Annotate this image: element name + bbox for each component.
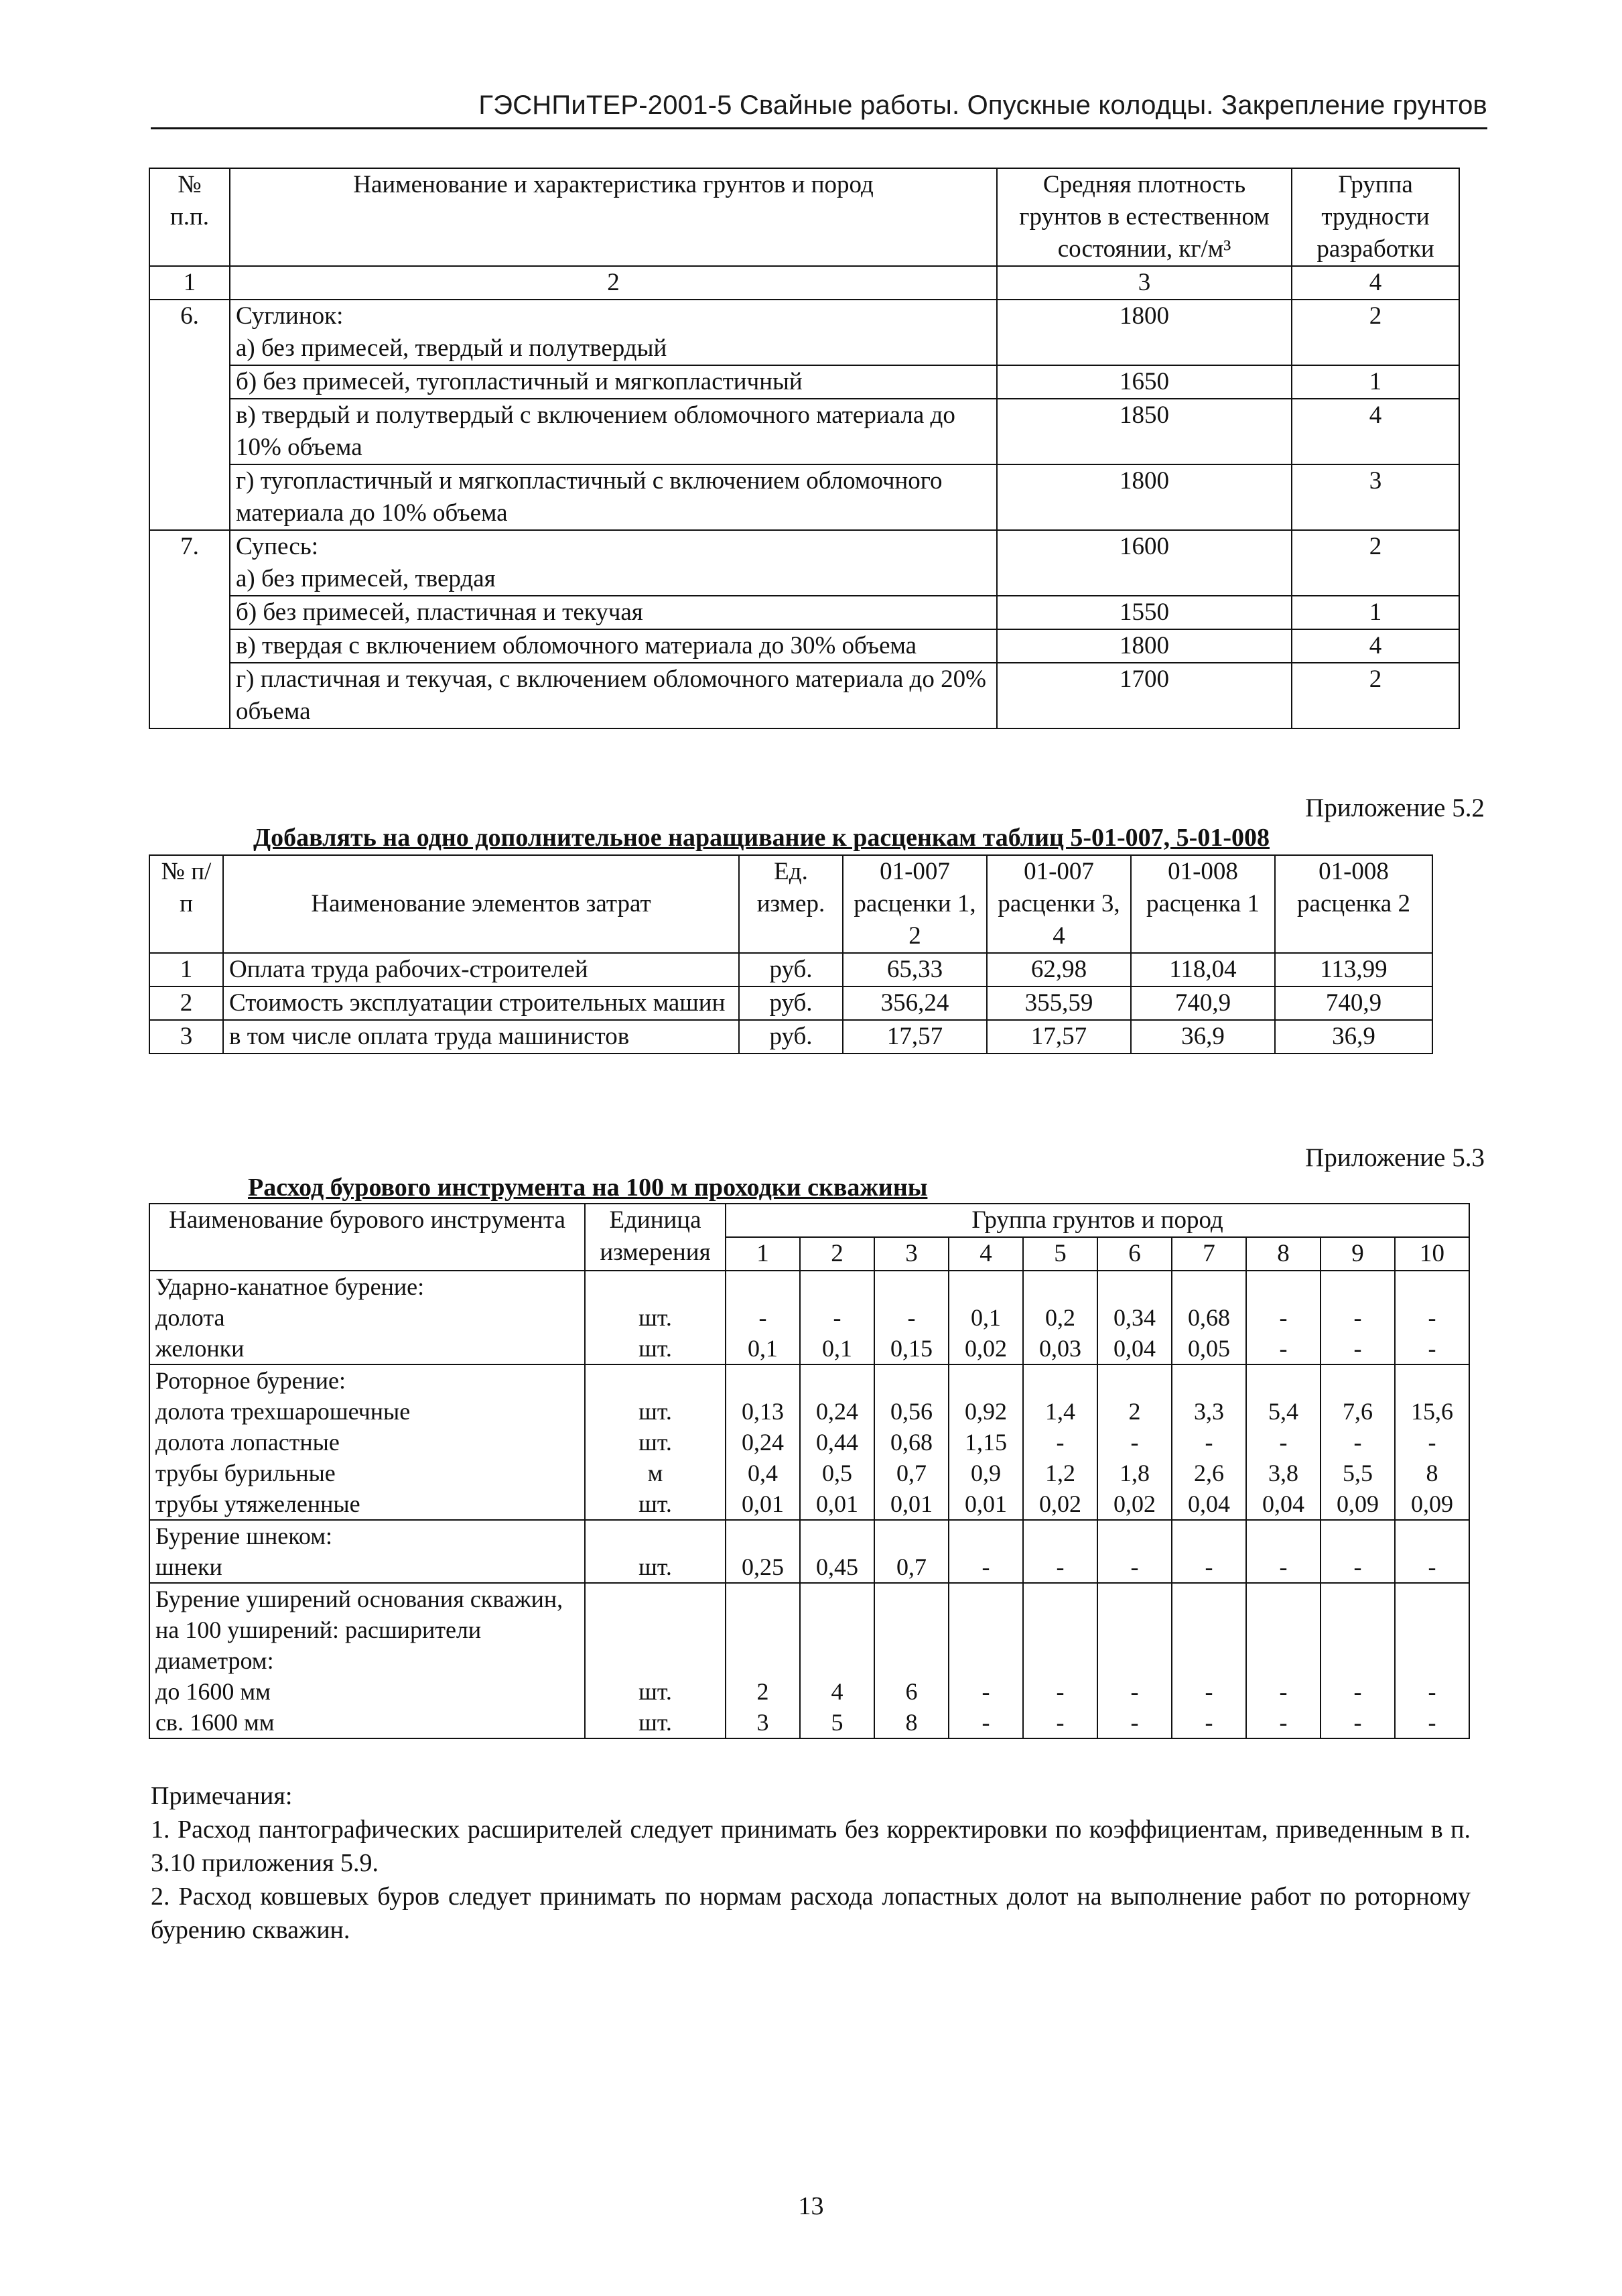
row-value: 0,7 <box>874 1551 949 1583</box>
row-value: - <box>949 1551 1023 1583</box>
row-value: 1,4 <box>1023 1396 1097 1427</box>
row-value: 2 <box>726 1676 800 1707</box>
group-number: 10 <box>1395 1237 1469 1271</box>
row-value: - <box>1321 1551 1395 1583</box>
group-number: 5 <box>1023 1237 1097 1271</box>
row-number <box>149 464 230 530</box>
empty-cell <box>1395 1271 1469 1302</box>
row-value: 8 <box>874 1707 949 1738</box>
row-name: в том числе оплата труда машинистов <box>223 1020 739 1054</box>
row-number <box>149 663 230 728</box>
row-value: 36,9 <box>1275 1020 1432 1054</box>
row-value: 17,57 <box>987 1020 1131 1054</box>
row-value: - <box>1246 1551 1321 1583</box>
col-header-num: № п/п <box>149 855 223 953</box>
row-name: трубы бурильные <box>149 1458 585 1488</box>
row-name: г) пластичная и текучая, с включением обломочного материала до 20% объема <box>230 663 997 728</box>
table-row <box>149 1302 1469 1333</box>
row-value: - <box>949 1707 1023 1738</box>
header-rule <box>151 127 1487 129</box>
row-value: 65,33 <box>843 953 987 986</box>
group-number: 1 <box>726 1237 800 1271</box>
col-header-name: Наименование элементов затрат <box>223 855 739 953</box>
col-header-name: Наименование и характеристика грунтов и пород <box>230 168 997 266</box>
row-value: 0,44 <box>800 1427 874 1458</box>
row-name: св. 1600 мм <box>149 1707 585 1738</box>
row-value: 0,05 <box>1172 1333 1246 1364</box>
col-header-density: Средняя плотность грунтов в естественном состоянии, кг/м³ <box>997 168 1292 266</box>
row-value: 0,68 <box>1172 1302 1246 1333</box>
row-value: 0,1 <box>800 1333 874 1364</box>
empty-cell <box>1023 1271 1097 1302</box>
row-name: Суглинок: <box>230 300 997 332</box>
group-number: 7 <box>1172 1237 1246 1271</box>
row-value: 0,1 <box>949 1302 1023 1333</box>
row-value: 0,09 <box>1395 1488 1469 1520</box>
row-name: трубы утяжеленные <box>149 1488 585 1520</box>
group-number: 9 <box>1321 1237 1395 1271</box>
empty-cell <box>800 1520 874 1551</box>
row-group: 2 <box>1292 300 1459 332</box>
empty-cell <box>1246 1520 1321 1551</box>
row-value: - <box>1023 1707 1097 1738</box>
row-value: 1,8 <box>1097 1458 1172 1488</box>
row-number: 1 <box>149 953 223 986</box>
empty-cell <box>585 1364 726 1396</box>
row-value: 5 <box>800 1707 874 1738</box>
empty-cell <box>949 1364 1023 1396</box>
table-row <box>149 399 1459 464</box>
row-value: 0,03 <box>1023 1333 1097 1364</box>
row-value: - <box>1395 1427 1469 1458</box>
table-row <box>149 332 1459 365</box>
row-value: - <box>1321 1333 1395 1364</box>
row-value: - <box>1395 1302 1469 1333</box>
row-value: - <box>949 1676 1023 1707</box>
row-value: 0,45 <box>800 1551 874 1583</box>
row-group: 4 <box>1292 399 1459 464</box>
row-group: 4 <box>1292 629 1459 663</box>
table-row <box>149 1551 1469 1583</box>
empty-cell <box>1172 1364 1246 1396</box>
row-value: 0,34 <box>1097 1302 1172 1333</box>
row-value: - <box>1246 1676 1321 1707</box>
row-name: Стоимость эксплуатации строительных машин <box>223 986 739 1020</box>
row-value: 0,2 <box>1023 1302 1097 1333</box>
row-value: 0,15 <box>874 1333 949 1364</box>
table-row <box>149 563 1459 596</box>
row-unit: шт. <box>585 1302 726 1333</box>
empty-cell <box>1023 1520 1097 1551</box>
empty-cell <box>800 1364 874 1396</box>
row-value: - <box>1321 1676 1395 1707</box>
empty-cell <box>1097 1364 1172 1396</box>
table-row <box>149 1458 1469 1488</box>
row-value: 0,24 <box>726 1427 800 1458</box>
row-value: 0,09 <box>1321 1488 1395 1520</box>
row-unit: руб. <box>739 986 843 1020</box>
empty-cell <box>1246 1583 1321 1676</box>
row-value: - <box>1246 1707 1321 1738</box>
row-group: 2 <box>1292 530 1459 563</box>
row-value: - <box>1097 1427 1172 1458</box>
table-row <box>149 1707 1469 1738</box>
row-value: 0,01 <box>949 1488 1023 1520</box>
row-value: 1,2 <box>1023 1458 1097 1488</box>
table-row <box>149 629 1459 663</box>
row-value: 0,92 <box>949 1396 1023 1427</box>
row-value: 0,04 <box>1246 1488 1321 1520</box>
soil-table-body <box>149 300 1459 728</box>
section-row <box>149 1520 1469 1551</box>
row-value: 355,59 <box>987 986 1131 1020</box>
row-value: 740,9 <box>1131 986 1275 1020</box>
empty-cell <box>726 1364 800 1396</box>
empty-cell <box>1023 1583 1097 1676</box>
row-value: 0,25 <box>726 1551 800 1583</box>
row-value: - <box>1172 1707 1246 1738</box>
empty-cell <box>585 1520 726 1551</box>
row-value: 0,01 <box>726 1488 800 1520</box>
section-title: Бурение уширений основания скважин, на 100 уширений: расширители диаметром: <box>149 1583 585 1676</box>
row-value: 1,15 <box>949 1427 1023 1458</box>
row-value: 0,56 <box>874 1396 949 1427</box>
table-row <box>149 1676 1469 1707</box>
row-value: - <box>1246 1302 1321 1333</box>
row-density: 1800 <box>997 464 1292 530</box>
empty-cell <box>1097 1271 1172 1302</box>
drilling-table-body <box>149 1271 1469 1738</box>
row-value: 8 <box>1395 1458 1469 1488</box>
col-number: 4 <box>1292 266 1459 300</box>
row-value: 0,01 <box>874 1488 949 1520</box>
row-value: 740,9 <box>1275 986 1432 1020</box>
row-unit: шт. <box>585 1676 726 1707</box>
row-value: - <box>1097 1676 1172 1707</box>
table-row <box>149 1333 1469 1364</box>
row-name: до 1600 мм <box>149 1676 585 1707</box>
section-title: Бурение шнеком: <box>149 1520 585 1551</box>
empty-cell <box>874 1271 949 1302</box>
row-value: 0,04 <box>1097 1333 1172 1364</box>
col-header-num: № п.п. <box>149 168 230 266</box>
row-density: 1850 <box>997 399 1292 464</box>
row-value: - <box>1097 1707 1172 1738</box>
col-header-group: Группа трудности разработки <box>1292 168 1459 266</box>
row-value: 0,9 <box>949 1458 1023 1488</box>
row-name: в) твердый и полутвердый с включением обломочного материала до 10% объема <box>230 399 997 464</box>
row-unit: шт. <box>585 1707 726 1738</box>
empty-cell <box>874 1364 949 1396</box>
row-name: желонки <box>149 1333 585 1364</box>
row-number <box>149 399 230 464</box>
row-number <box>149 332 230 365</box>
table-row <box>149 1020 1432 1054</box>
empty-cell <box>1395 1583 1469 1676</box>
extension-cost-table <box>149 854 1433 1054</box>
row-value: - <box>1172 1676 1246 1707</box>
row-number: 7. <box>149 530 230 563</box>
row-value: 2 <box>1097 1396 1172 1427</box>
row-group: 2 <box>1292 663 1459 728</box>
row-value: 0,68 <box>874 1427 949 1458</box>
empty-cell <box>949 1271 1023 1302</box>
row-group <box>1292 332 1459 365</box>
empty-cell <box>800 1583 874 1676</box>
row-value: 0,02 <box>1097 1488 1172 1520</box>
row-density: 1800 <box>997 300 1292 332</box>
row-value: - <box>726 1302 800 1333</box>
empty-cell <box>949 1583 1023 1676</box>
empty-cell <box>1172 1583 1246 1676</box>
empty-cell <box>1097 1583 1172 1676</box>
row-value: - <box>1321 1302 1395 1333</box>
col-header-rate: 01-007 расценки 3, 4 <box>987 855 1131 953</box>
table-row <box>149 464 1459 530</box>
soil-density-table <box>149 168 1460 729</box>
running-header: ГЭСНПиТЕР-2001-5 Свайные работы. Опускные колодцы. Закрепление грунтов <box>478 90 1487 120</box>
table-row <box>149 1488 1469 1520</box>
row-value: 0,7 <box>874 1458 949 1488</box>
empty-cell <box>726 1520 800 1551</box>
row-name: шнеки <box>149 1551 585 1583</box>
row-number: 6. <box>149 300 230 332</box>
table-row <box>149 1396 1469 1427</box>
row-name: а) без примесей, твердая <box>230 563 997 596</box>
empty-cell <box>1172 1271 1246 1302</box>
row-value: 0,04 <box>1172 1488 1246 1520</box>
row-name: в) твердая с включением обломочного материала до 30% объема <box>230 629 997 663</box>
row-value: 17,57 <box>843 1020 987 1054</box>
empty-cell <box>874 1583 949 1676</box>
section-title: Роторное бурение: <box>149 1364 585 1396</box>
row-name: б) без примесей, тугопластичный и мягкопластичный <box>230 365 997 399</box>
row-density: 1550 <box>997 596 1292 629</box>
row-unit: шт. <box>585 1488 726 1520</box>
row-name: Оплата труда рабочих-строителей <box>223 953 739 986</box>
row-number: 2 <box>149 986 223 1020</box>
row-unit: шт. <box>585 1396 726 1427</box>
empty-cell <box>949 1520 1023 1551</box>
empty-cell <box>1321 1364 1395 1396</box>
row-value: - <box>1023 1676 1097 1707</box>
section-title: Ударно-канатное бурение: <box>149 1271 585 1302</box>
row-value: 3,3 <box>1172 1396 1246 1427</box>
note-item: 2. Расход ковшевых буров следует принимать по нормам расхода лопастных долот на выполнение работ по роторному бурению скважин. <box>151 1883 1471 1944</box>
table-row <box>149 365 1459 399</box>
group-number: 4 <box>949 1237 1023 1271</box>
row-value: - <box>1023 1427 1097 1458</box>
col-header-unit: Единица измерения <box>585 1204 726 1271</box>
row-name: долота трехшарошечные <box>149 1396 585 1427</box>
empty-cell <box>726 1583 800 1676</box>
empty-cell <box>726 1271 800 1302</box>
row-unit: м <box>585 1458 726 1488</box>
table-header-row <box>149 168 1459 266</box>
row-unit: руб. <box>739 1020 843 1054</box>
empty-cell <box>1321 1583 1395 1676</box>
table-row <box>149 1427 1469 1458</box>
row-value: 356,24 <box>843 986 987 1020</box>
empty-cell <box>1321 1520 1395 1551</box>
table-row <box>149 663 1459 728</box>
col-numbers-row <box>149 266 1459 300</box>
row-value: 0,5 <box>800 1458 874 1488</box>
col-header-name: Наименование бурового инструмента <box>149 1204 585 1271</box>
note-item: 1. Расход пантографических расширителей следует принимать без корректировки по коэффициентам, приведенным в п. 3.10 приложения 5.9. <box>151 1815 1471 1877</box>
row-density: 1800 <box>997 629 1292 663</box>
empty-cell <box>1395 1520 1469 1551</box>
col-header-rate: 01-008 расценка 2 <box>1275 855 1432 953</box>
row-group: 3 <box>1292 464 1459 530</box>
empty-cell <box>585 1583 726 1676</box>
row-value: 0,24 <box>800 1396 874 1427</box>
col-header-rate: 01-007 расценки 1, 2 <box>843 855 987 953</box>
row-value: - <box>1395 1333 1469 1364</box>
table-row <box>149 300 1459 332</box>
row-value: - <box>1023 1551 1097 1583</box>
empty-cell <box>800 1271 874 1302</box>
row-value: - <box>1321 1707 1395 1738</box>
row-number <box>149 596 230 629</box>
row-density: 1650 <box>997 365 1292 399</box>
table-row <box>149 596 1459 629</box>
group-number: 2 <box>800 1237 874 1271</box>
row-number <box>149 563 230 596</box>
row-name: долота <box>149 1302 585 1333</box>
table-caption: Расход бурового инструмента на 100 м проходки скважины <box>248 1173 928 1202</box>
row-value: - <box>1395 1676 1469 1707</box>
row-value: 0,02 <box>949 1333 1023 1364</box>
row-number <box>149 365 230 399</box>
row-name: долота лопастные <box>149 1427 585 1458</box>
empty-cell <box>1172 1520 1246 1551</box>
group-number: 6 <box>1097 1237 1172 1271</box>
row-value: - <box>1097 1551 1172 1583</box>
drilling-tool-table <box>149 1203 1470 1739</box>
row-value: 6 <box>874 1676 949 1707</box>
empty-cell <box>1395 1364 1469 1396</box>
empty-cell <box>1246 1364 1321 1396</box>
row-value: 0,4 <box>726 1458 800 1488</box>
section-row <box>149 1583 1469 1676</box>
group-number: 8 <box>1246 1237 1321 1271</box>
table-row <box>149 986 1432 1020</box>
row-value: 0,01 <box>800 1488 874 1520</box>
col-number: 3 <box>997 266 1292 300</box>
row-value: 0,1 <box>726 1333 800 1364</box>
row-name: а) без примесей, твердый и полутвердый <box>230 332 997 365</box>
row-group: 1 <box>1292 365 1459 399</box>
empty-cell <box>1246 1271 1321 1302</box>
col-header-group: Группа грунтов и пород <box>726 1204 1469 1237</box>
empty-cell <box>1023 1364 1097 1396</box>
row-value: 0,13 <box>726 1396 800 1427</box>
row-group <box>1292 563 1459 596</box>
table-caption: Добавлять на одно дополнительное наращивание к расценкам таблиц 5-01-007, 5-01-008 <box>253 824 1270 852</box>
row-name: б) без примесей, пластичная и текучая <box>230 596 997 629</box>
appendix-label: Приложение 5.2 <box>1305 793 1485 822</box>
table-header-row <box>149 855 1432 953</box>
row-number: 3 <box>149 1020 223 1054</box>
row-density <box>997 563 1292 596</box>
row-density: 1600 <box>997 530 1292 563</box>
row-value: - <box>1321 1427 1395 1458</box>
col-number: 2 <box>230 266 997 300</box>
row-name: г) тугопластичный и мягкопластичный с включением обломочного материала до 10% объема <box>230 464 997 530</box>
row-unit: шт. <box>585 1551 726 1583</box>
notes <box>151 1779 1471 1947</box>
row-unit: руб. <box>739 953 843 986</box>
row-name: Супесь: <box>230 530 997 563</box>
row-density: 1700 <box>997 663 1292 728</box>
appendix-label: Приложение 5.3 <box>1305 1143 1485 1172</box>
row-value: 113,99 <box>1275 953 1432 986</box>
row-value: - <box>1172 1427 1246 1458</box>
row-value: - <box>1246 1427 1321 1458</box>
group-number: 3 <box>874 1237 949 1271</box>
row-value: 0,02 <box>1023 1488 1097 1520</box>
row-group: 1 <box>1292 596 1459 629</box>
row-density <box>997 332 1292 365</box>
page-number: 13 <box>798 2192 824 2220</box>
empty-cell <box>1321 1271 1395 1302</box>
row-value: 7,6 <box>1321 1396 1395 1427</box>
col-number: 1 <box>149 266 230 300</box>
row-value: 5,4 <box>1246 1396 1321 1427</box>
row-value: 118,04 <box>1131 953 1275 986</box>
empty-cell <box>874 1520 949 1551</box>
row-unit: шт. <box>585 1333 726 1364</box>
row-unit: шт. <box>585 1427 726 1458</box>
row-value: - <box>1172 1551 1246 1583</box>
row-value: 5,5 <box>1321 1458 1395 1488</box>
row-value: 62,98 <box>987 953 1131 986</box>
notes-title: Примечания: <box>151 1782 293 1810</box>
col-header-unit: Ед. измер. <box>739 855 843 953</box>
row-value: 4 <box>800 1676 874 1707</box>
col-header-rate: 01-008 расценка 1 <box>1131 855 1275 953</box>
row-value: 3,8 <box>1246 1458 1321 1488</box>
row-number <box>149 629 230 663</box>
section-row <box>149 1364 1469 1396</box>
table-row <box>149 530 1459 563</box>
section-row <box>149 1271 1469 1302</box>
table-header-row <box>149 1204 1469 1237</box>
row-value: - <box>1395 1551 1469 1583</box>
row-value: - <box>1395 1707 1469 1738</box>
row-value: 15,6 <box>1395 1396 1469 1427</box>
empty-cell <box>585 1271 726 1302</box>
row-value: 3 <box>726 1707 800 1738</box>
row-value: - <box>874 1302 949 1333</box>
row-value: 2,6 <box>1172 1458 1246 1488</box>
row-value: - <box>800 1302 874 1333</box>
table-row <box>149 953 1432 986</box>
cost-table-body <box>149 953 1432 1054</box>
row-value: 36,9 <box>1131 1020 1275 1054</box>
empty-cell <box>1097 1520 1172 1551</box>
row-value: - <box>1246 1333 1321 1364</box>
